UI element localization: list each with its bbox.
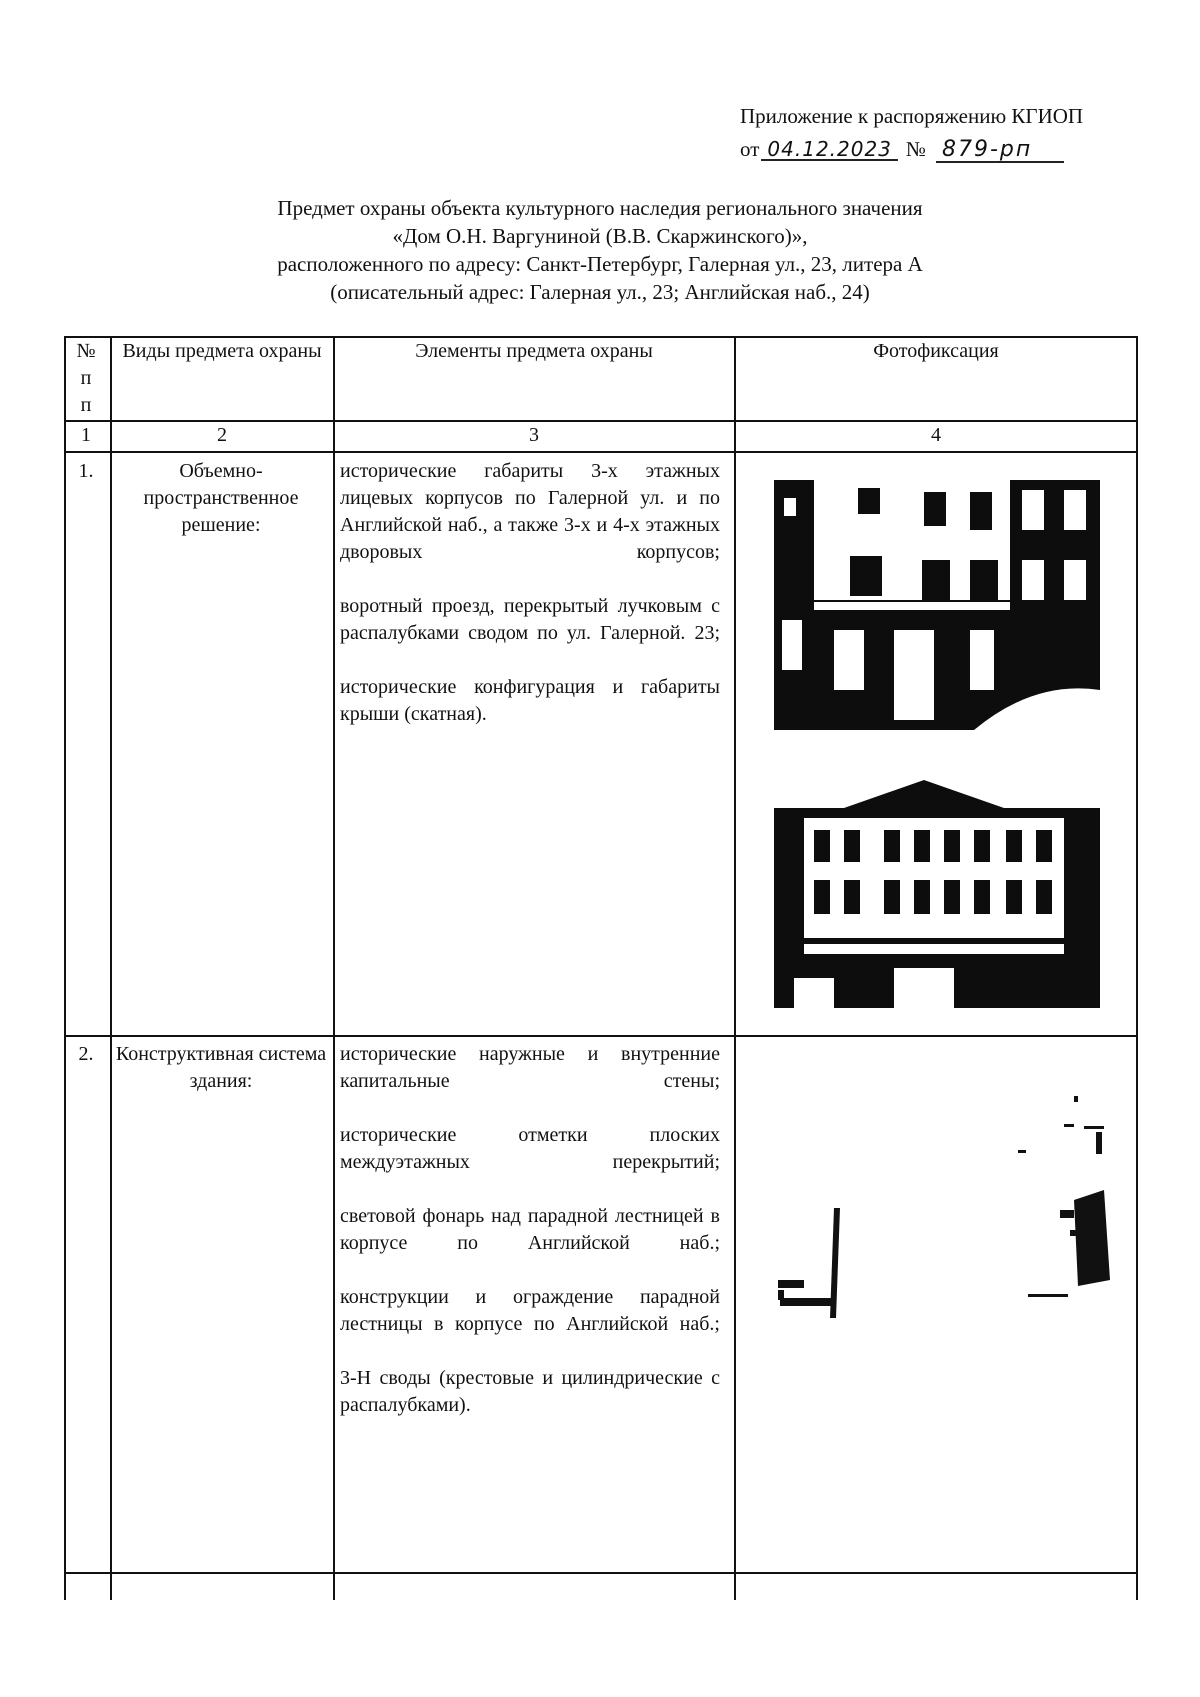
document-title [160,194,1040,306]
element-item: исторические конфигурация и габариты крыши (скатная). [340,676,720,725]
title-line-2: «Дом О.Н. Варгуниной (В.В. Скаржинского)», [392,224,808,248]
protection-elements [340,1041,720,1446]
element-item: исторические наружные и внутренние капитальные стены; [340,1043,720,1092]
column-number: 4 [931,424,941,446]
header-photo: Фотофиксация [873,340,999,362]
facade-photo-angliyskaya [774,768,1100,1008]
appendix-header [740,104,1160,163]
appendix-date-line [740,137,1160,163]
column-number: 1 [81,424,91,446]
protection-type: Объемно-пространственное решение: [143,460,299,536]
title-line-4: (описательный адрес: Галерная ул., 23; Английская наб., 24) [330,280,870,304]
table-border-right [1136,336,1138,1600]
header-elements: Элементы предмета охраны [415,340,653,362]
row-number: 1. [78,460,94,482]
title-line-3: расположенного по адресу: Санкт-Петербург, Галерная ул., 23, литера А [277,252,923,276]
element-item: воротный проезд, перекрытый лучковым с распалубками сводом по ул. Галерной. 23; [340,595,720,644]
row-number: 2. [78,1043,94,1065]
element-item: исторические отметки плоских междуэтажных перекрытий; [340,1124,720,1173]
protection-elements [340,458,720,755]
staircase-photo [774,1090,1124,1330]
from-label: от [740,137,760,161]
appendix-title: Приложение к распоряжению КГИОП [740,104,1084,128]
handwritten-number: 879-рп [936,139,1064,163]
element-item: 3-Н своды (крестовые и цилиндрические с распалубками). [340,1367,720,1416]
table-divider [64,451,1138,453]
table-border-left [64,336,66,1600]
header-no: № п п [76,340,96,416]
table-divider [64,1572,1138,1574]
column-number: 2 [217,424,227,446]
column-divider [333,336,335,1600]
column-number: 3 [529,424,539,446]
handwritten-date: 04.12.2023 [761,139,898,161]
title-line-1: Предмет охраны объекта культурного наследия регионального значения [277,196,923,220]
element-item: исторические габариты 3-х этажных лицевых корпусов по Галерной ул. и по Английской наб., а также 3-х и 4-х этажных дворовых корпусов; [340,460,720,563]
number-label: № [905,137,926,161]
protection-type: Конструктивная система здания: [115,1043,327,1092]
column-divider [734,336,736,1600]
facade-photo-galernaya [774,480,1100,730]
element-item: световой фонарь над парадной лестницей в корпусе по Английской наб.; [340,1205,720,1254]
header-type: Виды предмета охраны [122,340,322,362]
table-divider [64,1035,1138,1037]
element-item: конструкции и ограждение парадной лестницы в корпусе по Английской наб.; [340,1286,720,1335]
